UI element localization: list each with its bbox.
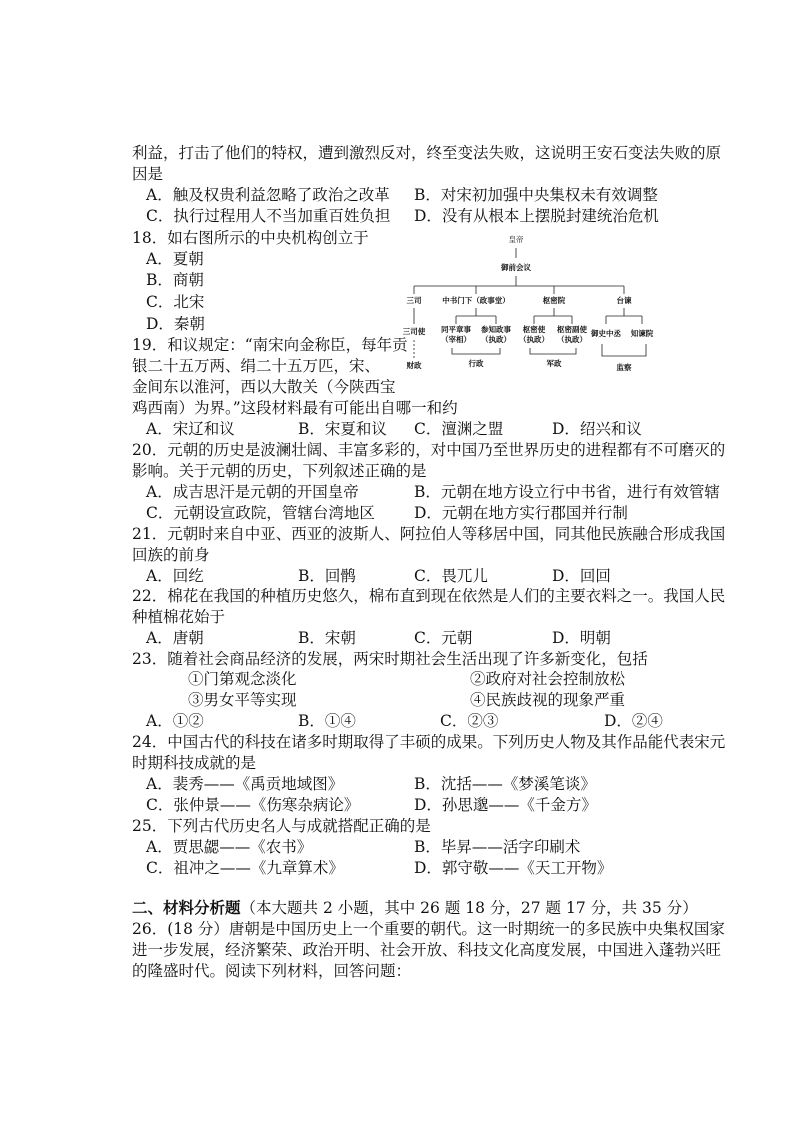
q25-option-c: C．祖冲之——《九章算术》 [146,859,344,877]
q24-option-a: A．裴秀——《禹贡地域图》 [146,775,344,793]
q21-option-c: C．畏兀儿 [414,567,488,585]
q23-option-b: B．①④ [298,712,356,730]
q24-stem-line1: 24．中国古代的科技在诸多时期取得了丰硕的成果。下列历史人物及其作品能代表宋元 [132,733,726,751]
q19-option-b: B．宋夏和议 [298,420,387,438]
q25-stem: 25．下列古代历史名人与成就搭配正确的是 [132,817,431,835]
q18-stem: 18．如右图所示的中央机构创立于 [132,229,369,247]
q24-option-d: D．孙思邈——《千金方》 [414,796,597,814]
q20-option-b: B．元朝在地方设立行中书省，进行有效管辖 [414,483,720,501]
q22-option-d: D．明朝 [552,629,611,647]
q23-statement-3: ③男女平等实现 [188,691,297,709]
q17-stem-line1: 利益，打击了他们的特权，遭到激烈反对，终至变法失败，这说明王安石变法失败的原 [132,144,722,162]
q24-stem-line2: 时期科技成就的是 [132,754,257,772]
q20-option-d: D．元朝在地方实行郡国并行制 [414,504,628,522]
org-zhijian: 知谏院 [630,329,654,338]
q17-option-d: D．没有从根本上摆脱封建统治危机 [414,207,659,225]
q23-statement-4: ④民族歧视的现象严重 [470,691,626,709]
q20-option-c: C．元朝设宣政院，管辖台湾地区 [146,504,375,522]
org-taijian: 台谏 [616,296,632,305]
q22-option-a: A．唐朝 [146,629,204,647]
org-canzhi-note: （执政） [481,335,511,344]
q23-stem: 23．随着社会商品经济的发展，两宋时期社会生活出现了许多新变化，包括 [132,650,648,668]
q25-option-b: B．毕昇——活字印刷术 [414,838,581,856]
q22-option-b: B．宋朝 [298,629,356,647]
org-emperor: 皇帝 [508,235,524,244]
q18-option-d: D．秦朝 [146,315,205,333]
section-heading [132,898,698,918]
org-shumishi: 枢密使 [522,325,546,334]
q17-stem-line2: 因是 [132,165,164,183]
q17-option-a: A．触及权贵利益忽略了政治之改革 [146,186,390,204]
q22-stem-line2: 种植棉花始于 [132,608,226,626]
org-xingzheng: 行政 [468,359,484,368]
q19-stem-line3: 金间东以淮河，西以大散关（今陕西宝 [132,378,396,396]
q17-option-b: B．对宋初加强中央集权未有效调整 [414,186,658,204]
q18-option-c: C．北宋 [146,293,205,311]
q21-stem-line2: 回族的前身 [132,546,210,564]
q24-option-c: C．张仲景——《伤寒杂病论》 [146,796,360,814]
q20-stem-line2: 影响。关于元朝的历史，下列叙述正确的是 [132,462,427,480]
q18-option-b: B．商朝 [146,271,204,289]
org-zhongshu: 中书门下（政事堂） [442,296,510,305]
org-shumifu-note: （执政） [557,335,587,344]
q26-stem-line2: 进一步发展，经济繁荣、政治开明、社会开放、科技文化高度发展，中国进入蓬勃兴旺 [132,941,722,959]
q17-option-c: C．执行过程用人不当加重百姓负担 [146,207,391,225]
q20-option-a: A．成吉思汗是元朝的开国皇帝 [146,483,359,501]
q21-stem-line1: 21．元朝时来自中亚、西亚的波斯人、阿拉伯人等移居中国，同其他民族融合形成我国 [132,525,726,543]
q23-statement-1: ①门第观念淡化 [188,670,297,688]
org-sansishi: 三司使 [402,327,426,336]
org-shumifu: 枢密副使 [557,325,587,334]
q19-stem-line2: 银二十五万两、绢二十五万匹，宋、 [132,357,381,375]
org-shumi: 枢密院 [542,296,566,305]
q18-option-a: A．夏朝 [146,250,204,268]
q23-option-a: A．①② [146,712,204,730]
q26-stem-line3: 的隆盛时代。阅读下列材料，回答问题： [132,962,412,980]
org-shumishi-note: （执政） [519,335,549,344]
org-council: 御前会议 [501,263,531,272]
org-zaixiang: 同平章事 [441,325,471,334]
org-junshi: 军政 [546,359,562,368]
q24-option-b: B．沈括——《梦溪笔谈》 [414,775,596,793]
q23-option-d: D．②④ [604,712,663,730]
q22-stem-line1: 22．棉花在我国的种植历史悠久，棉布直到现在依然是人们的主要衣料之一。我国人民 [132,587,726,605]
q19-stem-line1: 19．和议规定：“南宋向金称臣，每年贡 [132,336,408,354]
q23-statement-2: ②政府对社会控制放松 [470,670,626,688]
q25-option-d: D．郭守敬——《天工开物》 [414,859,613,877]
central-government-org-chart [392,228,668,378]
q19-stem-line4: 鸡西南）为界。”这段材料最有可能出自哪一和约 [132,399,458,417]
q19-option-a: A．宋辽和议 [146,420,235,438]
q20-stem-line1: 20．元朝的历史是波澜壮阔、丰富多彩的，对中国乃至世界历史的进程都有不可磨灭的 [132,441,726,459]
q19-option-d: D．绍兴和议 [552,420,642,438]
org-yushi: 御史中丞 [591,329,621,338]
org-caizheng: 财政 [406,361,422,370]
section-title: 二、材料分析题 [132,898,241,917]
section-note: （本大题共 2 小题，其中 26 题 18 分，27 题 17 分，共 35 分） [240,899,698,917]
q19-option-c: C．澶渊之盟 [414,420,504,438]
org-jiancha: 监察 [616,363,632,372]
q25-option-a: A．贾思勰——《农书》 [146,838,313,856]
org-sansi: 三司 [406,296,422,305]
q22-option-c: C．元朝 [414,629,473,647]
org-canzhi: 参知政事 [481,325,511,334]
org-zaixiang-note: （宰相） [441,335,471,344]
q26-stem-line1: 26．(18 分）唐朝是中国历史上一个重要的朝代。这一时期统一的多民族中央集权国家 [132,920,725,938]
q21-option-a: A．回纥 [146,567,204,585]
q21-option-d: D．回回 [552,567,611,585]
q21-option-b: B．回鹘 [298,567,356,585]
q23-option-c: C．②③ [440,712,499,730]
